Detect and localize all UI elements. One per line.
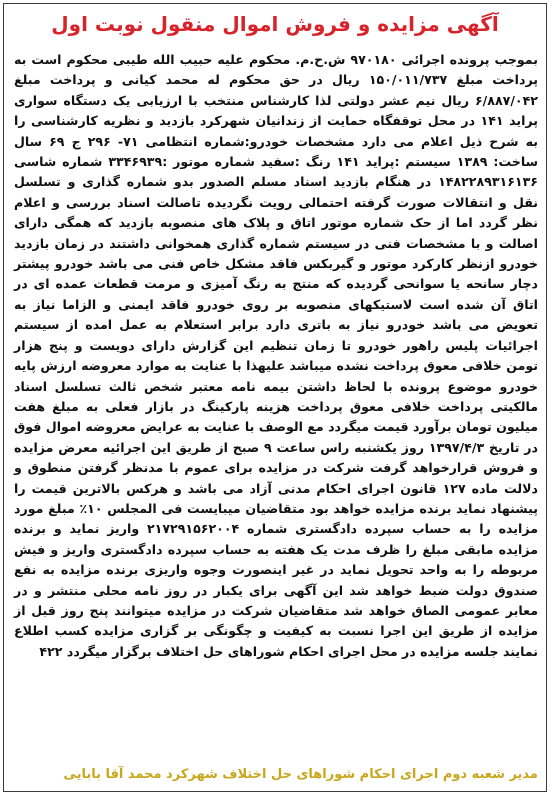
- auction-notice: [3, 3, 547, 792]
- notice-signature: مدیر شعبه دوم اجرای احکام شوراهای حل اختلاف شهرکرد محمد آقا بابایی: [63, 767, 538, 782]
- notice-title: آگهی مزایده و فروش اموال منقول نوبت اول: [51, 12, 499, 36]
- notice-body: بموجب پرونده اجرائی ۹۷۰۱۸۰ ش.ح.م. محکوم علیه حبیب الله طیبی محکوم است به پرداخت مبلغ ۱۵۰/۰۱۱/۷۳۷ ریال در حق محکوم له محمد کیانی و پرداخت مبلغ ۶/۸۸۷/۰۴۲ ریال نیم عشر دولتی لذا کارشناس منتخب با ارزیابی یک دستگاه سواری پراید ۱۴۱ در محل توقفگاه حمایت از زندانیان شهرکرد بازدید و نظریه کارشناسی را به شرح ذیل اعلام می دارد مشخصات خودرو:شماره انتظامی ۷۱- ۲۹۶ ج ۶۹ سال ساخت: ۱۳۸۹ سیستم :پراید ۱۴۱ رنگ :سفید شماره موتور :۳۳۴۶۹۳۹ شماره شاسی ۱۴۸۲۲۸۹۳۱۶۱۳۶ در هنگام بازدید اسناد مسلم الصدور بدو شماره گذاری و تسلسل نقل و انتقالات صورت گرفته احتمالی رویت نگردیده تاصالت اسناد بررسی و اعلام نظر گردد اما از حک شماره موتور اتاق و پلاک های منصوبه بازدید که همگی دارای اصالت و با مشخصات فنی در سیستم شماره گذاری همخوانی داشتند در زمان بازدید خودرو ازنظر کارکرد موتور و گیربکس فاقد مشکل خاص فنی می باشد خودرو پیشتر دچار سانحه یا سوانحی گردیده که منتج به رنگ آمیزی و مرمت قطعات عمده ای در اتاق آن شده است لاستیکهای منصوبه بر روی خودرو فاقد ایمنی و الزاما نیاز به تعویض می باشد خودرو نیاز به باتری دارد برابر استعلام به عمل امده از سیستم اجرائیات پلیس راهور خودرو تا زمان تنظیم این گزارش دارای دویست و پنج هزار تومن خلافی معوق پرداخت نشده میباشد علیهذا با عنایت به موارد معروضه ارزش پایه خودرو موضوع پرونده با لحاظ داشتن بیمه نامه معتبر شخص ثالث تسلسل اسناد مالکیتی پرداخت خلافی معوق پرداخت هزینه پارکینگ در بازار فعلی به مبلغ هفت میلیون تومان برآورد قیمت میگردد مع الوصف با عنایت به عرایض معروضه اموال فوق در تاریخ ۱۳۹۷/۴/۳ روز یکشنبه راس ساعت ۹ صبح از طریق این اجرائیه معرض مزایده و فروش قرارخواهد گرفت شرکت در مزایده برای عموم با مدنظر گرفتن منطوق و دلالت ماده ۱۲۷ قانون اجرای احکام مدنی آزاد می باشد و هرکس بالاترین قیمت را پیشنهاد نماید برنده مزایده خواهد بود متقاضیان میبایست فی المجلس ۱۰٪ مبلغ مورد مزایده را به حساب سپرده دادگستری شماره ۲۱۷۲۹۱۵۶۲۰۰۴ واریز نماید و برنده مزایده مابقی مبلغ را ظرف مدت یک هفته به حساب سپرده دادگستری واریز و فیش مربوطه را به واحد تحویل نماید در غیر اینصورت وجوه واریزی برنده مزایده به نفع صندوق دولت ضبط خواهد شد این آگهی برای یکبار در روز نامه محلی منتشر و در معابر عمومی الصاق خواهد شد متقاضیان شرکت در مزایده میتوانند پنج روز قبل از مزایده از طریق این اجرا نسبت به کیفیت و چگونگی بر گزاری مزایده کسب اطلاع نمایند جلسه مزایده در محل اجرای احکام شوراهای حل اختلاف برگزار میگردد ۴۲۲: [14, 52, 539, 659]
